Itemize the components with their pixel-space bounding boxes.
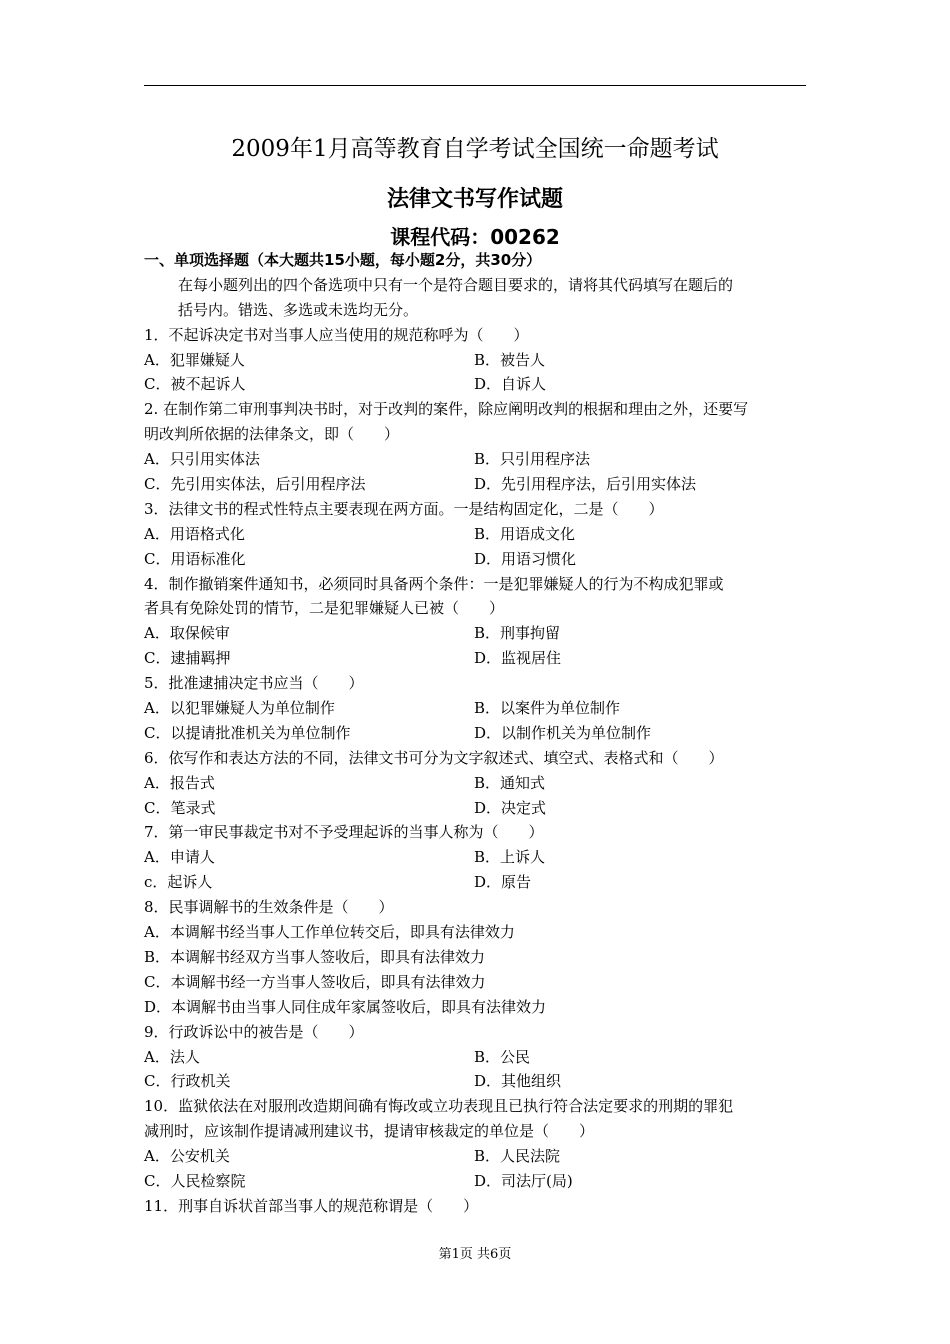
question-stem: 1．不起诉决定书对当事人应当使用的规范称呼为（ ） (144, 325, 529, 344)
instruction-line: 在每小题列出的四个备选项中只有一个是符合题目要求的，请将其代码填写在题后的 (178, 275, 734, 294)
option-d: D．用语习惯化 (474, 549, 577, 568)
question-stem: 者具有免除处罚的情节，二是犯罪嫌疑人已被（ ） (144, 599, 505, 618)
question-stem: 4．制作撤销案件通知书，必须同时具备两个条件：一是犯罪嫌疑人的行为不构成犯罪或 (144, 574, 724, 593)
option-a: A．犯罪嫌疑人 (144, 350, 245, 369)
option-a: A．申请人 (144, 848, 215, 867)
option-c: c．起诉人 (144, 873, 213, 892)
option-c: C．用语标准化 (144, 549, 246, 568)
option-c: C．以提请批准机关为单位制作 (144, 723, 351, 742)
option-b: B．只引用程序法 (474, 450, 591, 469)
option-b: B．刑事拘留 (474, 624, 561, 643)
question-stem: 5．批准逮捕决定书应当（ ） (144, 674, 364, 693)
option-a: A．取保候审 (144, 624, 230, 643)
option-a: A．以犯罪嫌疑人为单位制作 (144, 699, 335, 718)
question-stem: 7．第一审民事裁定书对不予受理起诉的当事人称为（ ） (144, 823, 544, 842)
option-d: D．先引用程序法，后引用实体法 (474, 475, 697, 494)
option-b: B．用语成文化 (474, 524, 576, 543)
question-stem: 8．民事调解书的生效条件是（ ） (144, 898, 394, 917)
option-d: D．以制作机关为单位制作 (474, 723, 652, 742)
instruction-line: 括号内。错选、多选或未选均无分。 (178, 300, 419, 319)
option-b: B．上诉人 (474, 848, 546, 867)
option-b: B．通知式 (474, 773, 546, 792)
option-c: C．笔录式 (144, 798, 216, 817)
question-stem: 10．监狱依法在对服刑改造期间确有悔改或立功表现且已执行符合法定要求的刑期的罪犯 (144, 1097, 734, 1116)
option-b: B．被告人 (474, 350, 546, 369)
page-footer: 第1页 共6页 (438, 1247, 512, 1262)
subject-title: 法律文书写作试题 (386, 187, 563, 212)
option-a: A．只引用实体法 (144, 450, 260, 469)
question-stem: 减刑时，应该制作提请减刑建议书，提请审核裁定的单位是（ ） (144, 1122, 595, 1141)
section-heading: 一、单项选择题（本大题共15小题，每小题2分，共30分） (144, 251, 542, 269)
option-d: D．其他组织 (474, 1072, 562, 1091)
exam-title: 2009年1月高等教育自学考试全国统一命题考试 (231, 136, 719, 162)
option-c: C．本调解书经一方当事人签收后，即具有法律效力 (144, 972, 486, 991)
option-c: C．逮捕羁押 (144, 649, 231, 668)
option-b: B．人民法院 (474, 1147, 561, 1166)
option-d: D．自诉人 (474, 375, 547, 394)
question-stem: 11．刑事自诉状首部当事人的规范称谓是（ ） (144, 1196, 479, 1215)
question-stem: 3．法律文书的程式性特点主要表现在两方面。一是结构固定化，二是（ ） (144, 499, 664, 518)
exam-body (144, 248, 808, 1219)
course-code: 课程代码：00262 (390, 225, 560, 249)
option-a: A．本调解书经当事人工作单位转交后，即具有法律效力 (144, 923, 515, 942)
option-d: D．司法厅(局) (474, 1171, 573, 1190)
option-c: C．行政机关 (144, 1072, 231, 1091)
option-d: D．监视居住 (474, 649, 562, 668)
option-d: D．决定式 (474, 798, 547, 817)
option-d: D．原告 (474, 873, 532, 892)
question-stem: 6．依写作和表达方法的不同，法律文书可分为文字叙述式、填空式、表格式和（ ） (144, 748, 724, 767)
question-stem: 9．行政诉讼中的被告是（ ） (144, 1022, 364, 1041)
question-stem: 2. 在制作第二审刑事判决书时，对于改判的案件，除应阐明改判的根据和理由之外，还要写 (144, 400, 749, 419)
option-c: C．人民检察院 (144, 1171, 246, 1190)
header-rule (144, 85, 806, 86)
option-a: A．用语格式化 (144, 524, 245, 543)
option-a: A．报告式 (144, 773, 215, 792)
option-c: C．先引用实体法，后引用程序法 (144, 475, 366, 494)
option-b: B．本调解书经双方当事人签收后，即具有法律效力 (144, 947, 486, 966)
option-d: D．本调解书由当事人同住成年家属签收后，即具有法律效力 (144, 997, 547, 1016)
option-b: B．公民 (474, 1047, 531, 1066)
option-c: C．被不起诉人 (144, 375, 246, 394)
question-stem: 明改判所依据的法律条文，即（ ） (144, 425, 400, 444)
option-b: B．以案件为单位制作 (474, 699, 621, 718)
option-a: A．公安机关 (144, 1147, 230, 1166)
option-a: A．法人 (144, 1047, 200, 1066)
